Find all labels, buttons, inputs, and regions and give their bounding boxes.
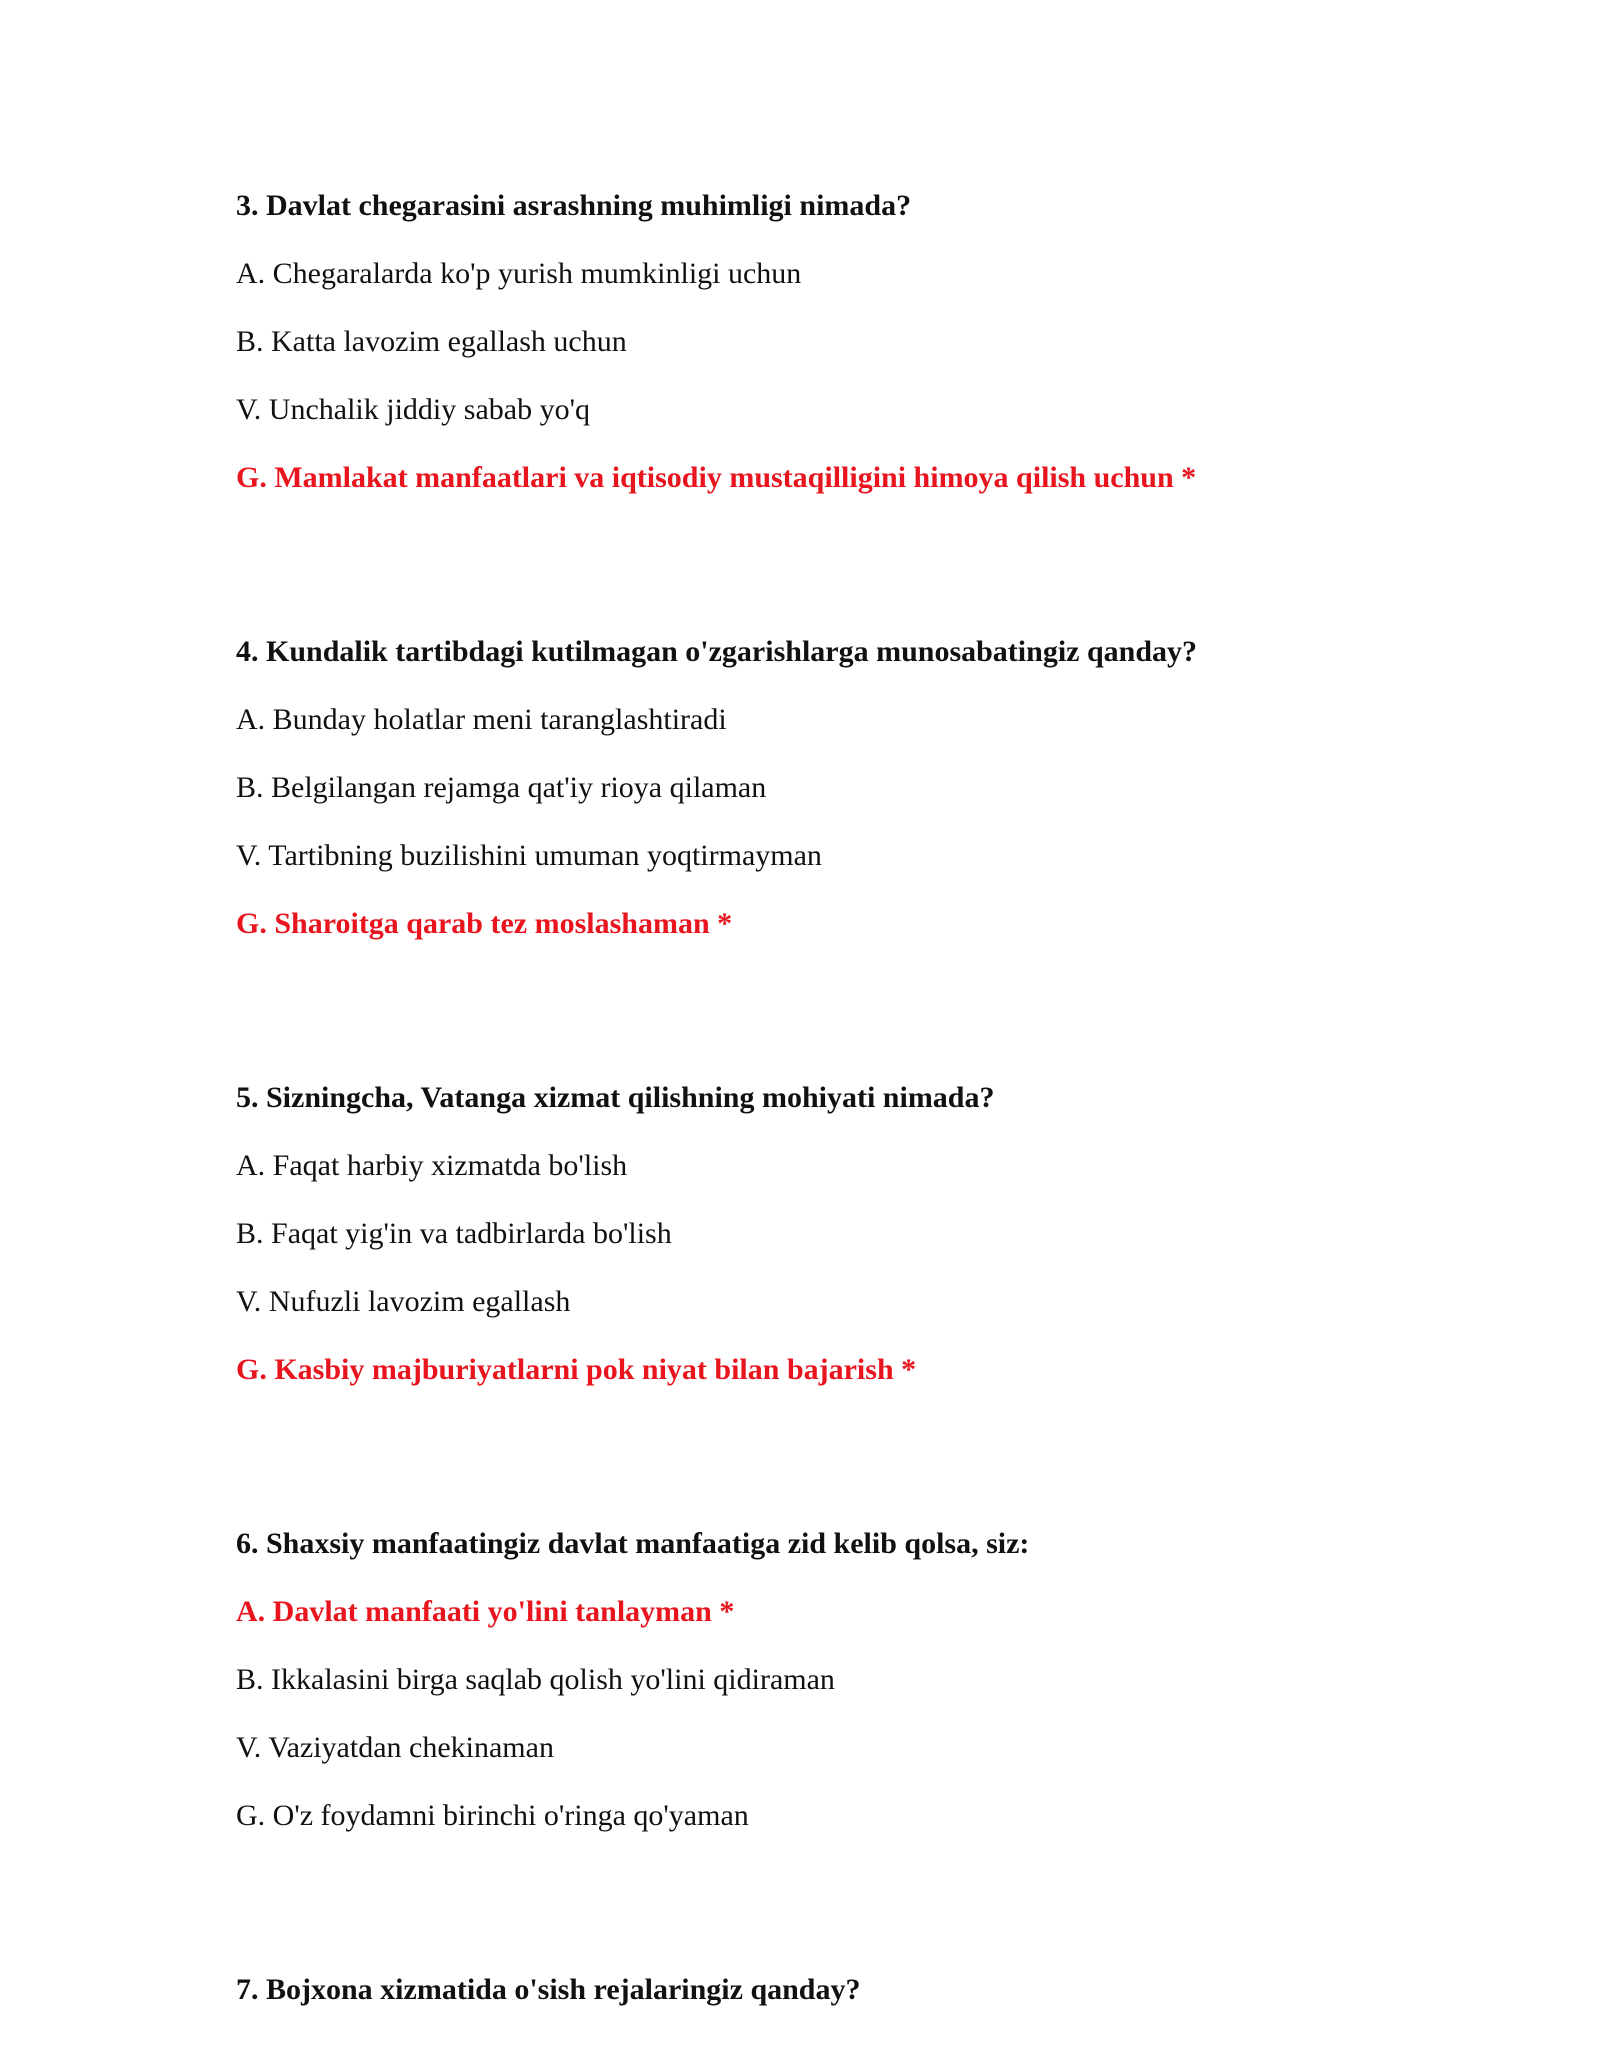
question-block-5 xyxy=(236,1078,1436,1390)
answer-option: B. Faqat yig'in va tadbirlarda bo'lish xyxy=(236,1217,672,1250)
answer-option: V. Vaziyatdan chekinaman xyxy=(236,1731,554,1764)
question-block-4 xyxy=(236,632,1436,944)
answer-option: A. Faqat harbiy xizmatda bo'lish xyxy=(236,1149,628,1182)
question-text: 3. Davlat chegarasini asrashning muhimligi nimada? xyxy=(236,189,912,222)
answer-option: G. O'z foydamni birinchi o'ringa qo'yaman xyxy=(236,1799,749,1832)
answer-option: B. Ikkalasini birga saqlab qolish yo'lini qidiraman xyxy=(236,1663,835,1696)
answer-option: V. Tartibning buzilishini umuman yoqtirmayman xyxy=(236,839,822,872)
correct-answer-option: G. Kasbiy majburiyatlarni pok niyat bilan bajarish * xyxy=(236,1353,917,1386)
answer-option: A. Bunday holatlar meni taranglashtiradi xyxy=(236,703,727,736)
quiz-list xyxy=(236,186,1436,2010)
answer-option: V. Unchalik jiddiy sabab yo'q xyxy=(236,393,590,426)
answer-option: B. Belgilangan rejamga qat'iy rioya qilaman xyxy=(236,771,767,804)
question-text: 6. Shaxsiy manfaatingiz davlat manfaatiga zid kelib qolsa, siz: xyxy=(236,1527,1030,1560)
correct-answer-option: G. Mamlakat manfaatlari va iqtisodiy mustaqilligini himoya qilish uchun * xyxy=(236,461,1197,494)
question-block-7 xyxy=(236,1970,1436,2010)
question-text: 5. Sizningcha, Vatanga xizmat qilishning mohiyati nimada? xyxy=(236,1081,995,1114)
answer-option: B. Katta lavozim egallash uchun xyxy=(236,325,627,358)
question-text: 4. Kundalik tartibdagi kutilmagan o'zgarishlarga munosabatingiz qanday? xyxy=(236,635,1198,668)
correct-answer-option: G. Sharoitga qarab tez moslashaman * xyxy=(236,907,733,940)
question-text: 7. Bojxona xizmatida o'sish rejalaringiz qanday? xyxy=(236,1973,861,2006)
question-block-6 xyxy=(236,1524,1436,1836)
answer-option: A. Chegaralarda ko'p yurish mumkinligi uchun xyxy=(236,257,802,290)
correct-answer-option: A. Davlat manfaati yo'lini tanlayman * xyxy=(236,1595,735,1628)
answer-option: V. Nufuzli lavozim egallash xyxy=(236,1285,571,1318)
question-block-3 xyxy=(236,186,1436,498)
